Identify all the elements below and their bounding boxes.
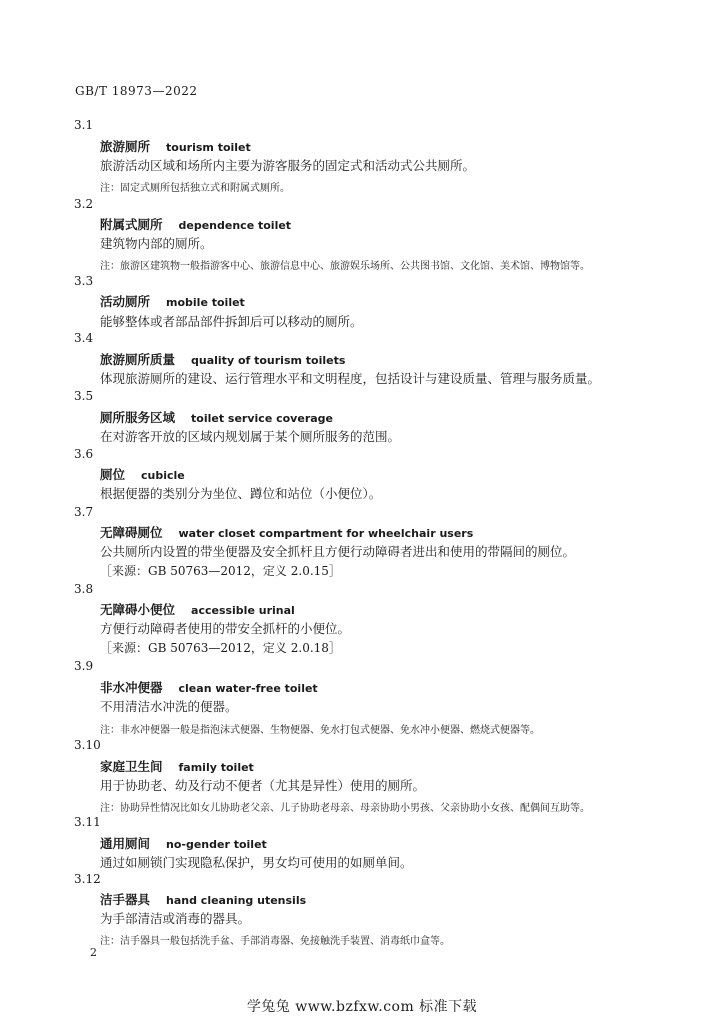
term-en: no-gender toilet — [166, 838, 267, 851]
clause-number: 3.8 — [74, 582, 94, 596]
clause-number: 3.12 — [74, 872, 101, 886]
term-zh: 厕所服务区域 — [100, 410, 176, 425]
term-title — [100, 292, 245, 310]
clause-number: 3.3 — [74, 274, 94, 288]
term-title — [100, 350, 345, 368]
term-zh: 厕位 — [100, 467, 126, 482]
page-number: 2 — [90, 946, 97, 959]
term-zh: 无障碍小便位 — [100, 602, 176, 617]
term-note: 注：旅游区建筑物一般指游客中心、旅游信息中心、旅游娱乐场所、公共图书馆、文化馆、美术馆、博物馆等。 — [100, 261, 590, 272]
term-zh: 家庭卫生间 — [100, 759, 163, 774]
clause-number: 3.10 — [74, 738, 101, 752]
term-note: 注：固定式厕所包括独立式和附属式厕所。 — [100, 183, 290, 194]
term-en: toilet service coverage — [191, 412, 333, 425]
term-note: 注：洁手器具一般包括洗手盆、手部消毒器、免接触洗手装置、消毒纸巾盒等。 — [100, 936, 450, 947]
clause-number: 3.9 — [74, 659, 94, 673]
term-definition: 根据便器的类别分为坐位、蹲位和站位（小便位）。 — [100, 486, 382, 501]
term-en: dependence toilet — [178, 219, 292, 232]
term-zh: 旅游厕所质量 — [100, 352, 176, 367]
term-title — [100, 600, 295, 618]
term-zh: 旅游厕所 — [100, 139, 151, 154]
term-zh: 非水冲便器 — [100, 680, 163, 695]
term-zh: 无障碍厕位 — [100, 525, 163, 540]
term-definition: 能够整体或者部品部件拆卸后可以移动的厕所。 — [100, 314, 363, 329]
term-source: ［来源：GB 50763—2012，定义 2.0.15］ — [100, 564, 341, 578]
term-zh: 洁手器具 — [100, 892, 151, 907]
term-definition: 为手部清洁或消毒的器具。 — [100, 911, 251, 926]
term-zh: 通用厕间 — [100, 836, 151, 851]
term-en: water closet compartment for wheelchair users — [178, 527, 474, 540]
term-definition: 用于协助老、幼及行动不便者（尤其是异性）使用的厕所。 — [100, 778, 426, 793]
term-definition: 方便行动障碍者使用的带安全抓杆的小便位。 — [100, 621, 351, 636]
term-definition: 体现旅游厕所的建设、运行管理水平和文明程度，包括设计与建设质量、管理与服务质量。 — [100, 371, 601, 386]
term-en: mobile toilet — [166, 296, 245, 309]
term-en: hand cleaning utensils — [166, 894, 307, 907]
term-zh: 附属式厕所 — [100, 217, 163, 232]
term-definition: 在对游客开放的区域内规划属于某个厕所服务的范围。 — [100, 429, 401, 444]
term-zh: 活动厕所 — [100, 294, 151, 309]
term-en: tourism toilet — [166, 141, 251, 154]
clause-number: 3.7 — [74, 505, 94, 519]
clause-number: 3.1 — [74, 118, 94, 132]
term-title — [100, 757, 254, 775]
term-title — [100, 137, 251, 155]
term-definition: 建筑物内部的厕所。 — [100, 236, 213, 251]
term-en: quality of tourism toilets — [191, 354, 346, 367]
clause-number: 3.2 — [74, 197, 94, 211]
term-note: 注：非水冲便器一般是指泡沫式便器、生物便器、免水打包式便器、免水冲小便器、燃烧式便器等。 — [100, 725, 540, 736]
document-header: GB/T 18973—2022 — [75, 84, 198, 98]
clause-number: 3.11 — [74, 815, 101, 829]
term-title — [100, 215, 291, 233]
term-title — [100, 465, 185, 483]
term-title — [100, 523, 473, 541]
term-definition: 旅游活动区域和场所内主要为游客服务的固定式和活动式公共厕所。 — [100, 158, 476, 173]
clause-number: 3.6 — [74, 447, 94, 461]
term-note: 注：协助异性情况比如女儿协助老父亲、儿子协助老母亲、母亲协助小男孩、父亲协助小女孩、配偶间互助等。 — [100, 803, 590, 814]
term-title — [100, 890, 306, 908]
term-en: accessible urinal — [191, 604, 295, 617]
term-en: cubicle — [141, 469, 185, 482]
clause-number: 3.4 — [74, 331, 94, 345]
term-source: ［来源：GB 50763—2012，定义 2.0.18］ — [100, 641, 341, 655]
term-en: family toilet — [178, 761, 254, 774]
clause-number: 3.5 — [74, 389, 94, 403]
term-definition: 公共厕所内设置的带坐便器及安全抓杆且方便行动障碍者进出和使用的带隔间的厕位。 — [100, 544, 576, 559]
term-definition: 通过如厕锁门实现隐私保护，男女均可使用的如厕单间。 — [100, 855, 413, 870]
term-en: clean water-free toilet — [178, 682, 318, 695]
term-title — [100, 408, 333, 426]
watermark-footer: 学兔兔 www.bzfxw.com 标准下载 — [246, 999, 478, 1015]
term-title — [100, 678, 318, 696]
term-definition: 不用清洁水冲洗的便器。 — [100, 699, 238, 714]
term-title — [100, 834, 267, 852]
